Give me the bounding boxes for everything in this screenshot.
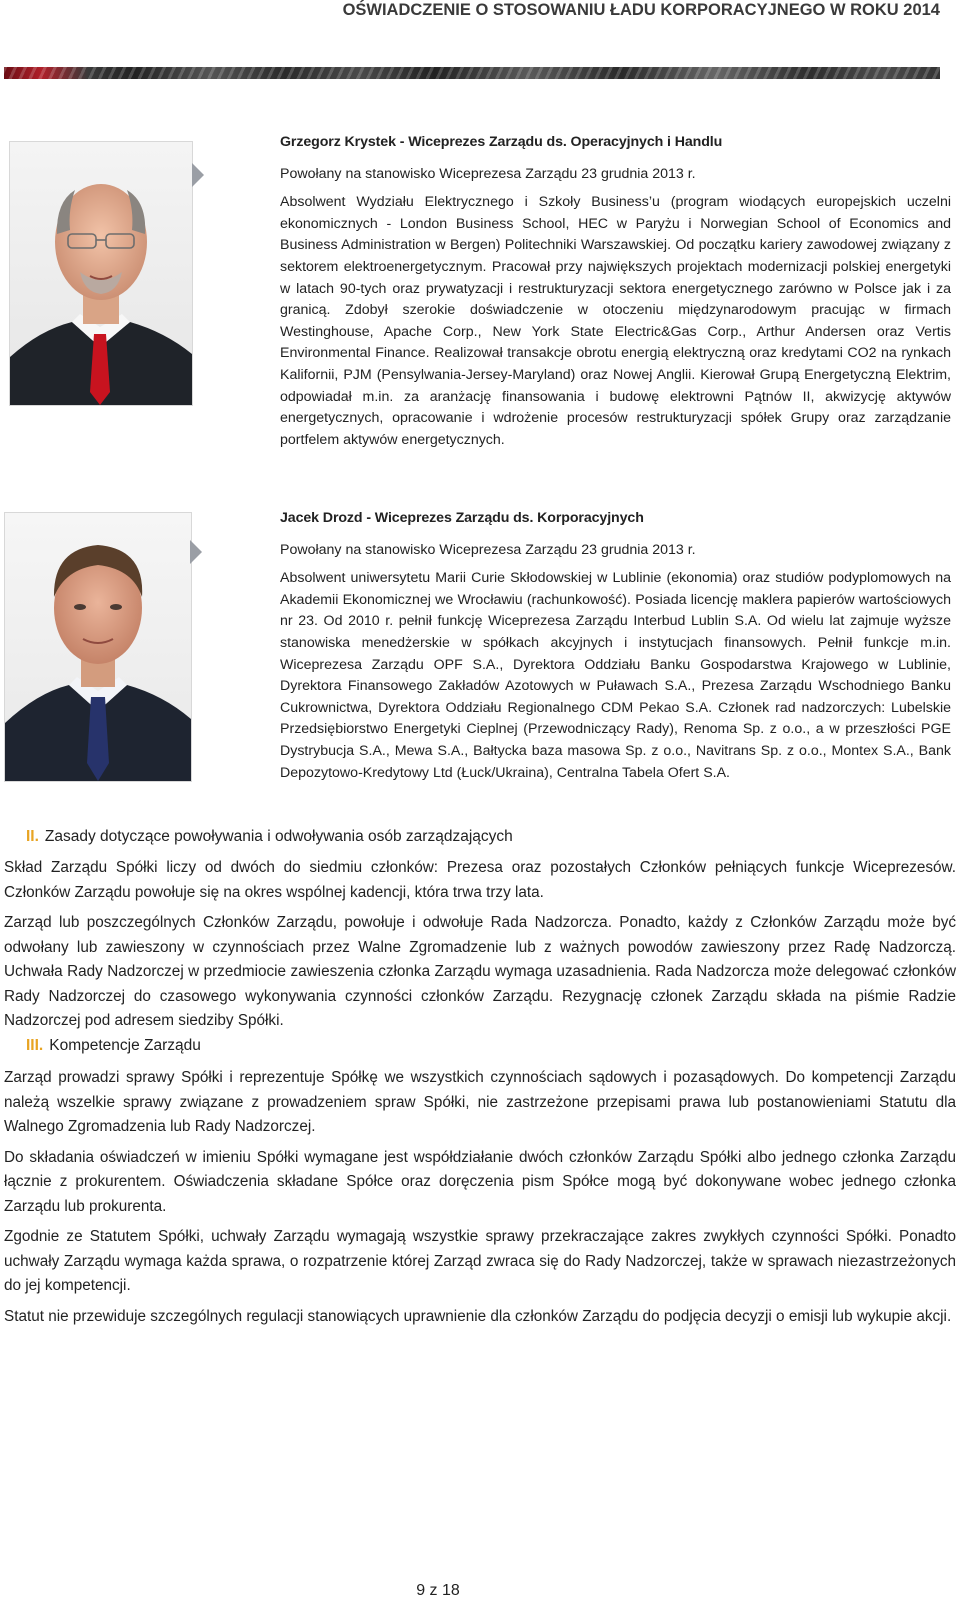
portrait-1-image <box>10 142 192 405</box>
paragraph: Zgodnie ze Statutem Spółki, uchwały Zarządu wymagają wszystkie sprawy przekraczające zakres zwykłych czynności Spółki. Ponadto uchwały Zarządu wymaga każda sprawa, o rozpatrzenie której Zarząd zwraca się do Rady Nadzorczej, także w sprawach niezastrzeżonych do jej kompetencji. <box>4 1228 956 1294</box>
portrait-photo-1 <box>9 141 193 406</box>
profile-2-appointed: Powołany na stanowisko Wiceprezesa Zarządu 23 grudnia 2013 r. <box>280 541 696 558</box>
profile-2-name: Jacek Drozd - Wiceprezes Zarządu ds. Korporacyjnych <box>280 510 644 526</box>
profile-2-bio: Absolwent uniwersytetu Marii Curie Skłodowskiej w Lublinie (ekonomia) oraz studiów podyplomowych na Akademii Ekonomicznej we Wrocławiu (rachunkowość). Posiada licencję maklera papierów wartościowych nr 23. Od 2010 r. pełnił funkcję Wiceprezesa Zarządu Interbud Lublin S.A. Od wielu lat zajmuje wyższe stanowiska menedżerskie w spółkach akcyjnych i instytucjach finansowych. Pełnił funkcje m.in. Wiceprezesa Zarządu OPF S.A., Dyrektora Oddziału Banku Gospodarstwa Krajowego w Lublinie, Dyrektora Finansowego Zakładów Azotowych w Puławach S.A., Prezesa Zarządu Wschodniego Banku Cukrownictwa, Dyrektora Oddziału Regionalnego CDM Pekao S.A. Członek rad nadzorczych: Lubelskie Przedsiębiorstwo Energetyki Cieplnej (Przewodniczący Rady), Renoma Sp. z o.o., a w przeszłości PGE Dystrybucja S.A., Mewa S.A., Bałtycka baza masowa Sp. z o.o., Navitrans Sp. z o.o., Montex S.A., Bank Depozytowo-Kredytowy Ltd (Łuck/Ukraina), Centralna Tabela Ofert S.A. <box>280 570 951 781</box>
pointer-arrow-icon <box>192 163 204 187</box>
profile-2 <box>280 508 951 791</box>
section-heading-ii <box>26 828 513 846</box>
paragraph: Do składania oświadczeń w imieniu Spółki wymagane jest współdziałanie dwóch członków Zarządu Spółki albo jednego członka Zarządu łącznie z prokurentem. Oświadczenia składane Spółce oraz doręczenia pism Spółce mogą być dokonywane wobec jednego członka Zarządu lub prokurenta. <box>4 1148 956 1215</box>
header-decorative-band <box>4 67 940 79</box>
section-ii-numeral: II. <box>26 828 39 845</box>
paragraph: Zarząd prowadzi sprawy Spółki i reprezentuje Spółkę we wszystkich czynnościach sądowych i pozasądowych. Do kompetencji Zarządu należą wszelkie sprawy związane z prowadzeniem spraw Spółki, nie zastrzeżone przepisami prawa lub postanowieniami Statutu dla Walnego Zgromadzenia lub Rady Nadzorczej. <box>4 1069 956 1135</box>
profile-1-name: Grzegorz Krystek - Wiceprezes Zarządu ds. Operacyjnych i Handlu <box>280 134 723 150</box>
profile-1-bio: Absolwent Wydziału Elektrycznego i Szkoły Business’u (program wiodących europejskich uczelni ekonomicznych - London Business School, HEC w Paryżu i Norwegian School of Economics and Business Administration w Bergen) Politechniki Warszawskiej. Od początku kariery zawodowej związany z sektorem elektroenergetycznym. Pracował przy największych projektach modernizacji polskiej energetyki w latach 90-tych oraz prywatyzacji i restrukturyzacji sektora energetycznego zarówno w Polsce jak i za granicą. Zdobył szerokie doświadczenie w otoczeniu międzynarodowym pracując w firmach Westinghouse, Apache Corp., New York State Electric&Gas Corp., Arthur Andersen oraz Vertis Environmental Finance. Realizował transakcje obrotu energią elektryczną oraz kredytami CO2 na rynkach Kalifornii, PJM (Pensylwania-Jersey-Maryland) oraz Nowej Anglii. Kierował Grupą Energetyczną Elektrim, odpowiadał m.in. za aranżację finansowania i budowę elektrowni Pątnów II, akwizycję aktywów energetycznych, opracowanie i wdrożenie procesów restrukturyzacji spółek Grupy oraz zarządzanie portfelem aktywów energetycznych. <box>280 194 951 448</box>
profile-1-appointed: Powołany na stanowisko Wiceprezesa Zarządu 23 grudnia 2013 r. <box>280 165 696 182</box>
paragraph: Statut nie przewiduje szczególnych regulacji stanowiących uprawnienie dla członków Zarządu do podjęcia decyzji o emisji lub wykupie akcji. <box>4 1307 952 1325</box>
portrait-2-image <box>5 513 191 781</box>
paragraph: Skład Zarządu Spółki liczy od dwóch do siedmiu członków: Prezesa oraz pozostałych Członków pełniących funkcje Wiceprezesów. Członków Zarządu powołuje się na okres wspólnej kadencji, która trwa trzy lata. <box>4 859 956 901</box>
paragraph: Zarząd lub poszczególnych Członków Zarządu, powołuje i odwołuje Rada Nadzorcza. Ponadto, każdy z Członków Zarządu może być odwołany lub zawieszony w czynnościach przez Walne Zgromadzenie lub z ważnych powodów zawieszony przez Radę Nadzorczą. Uchwała Rady Nadzorczej w przedmiocie zawieszenia członka Zarządu wymaga uzasadnienia. Rada Nadzorcza może delegować członków Rady Nadzorczej do czasowego wykonywania czynności członków Zarządu. Rezygnację członek Zarządu składa na piśmie Radzie Nadzorczej pod adresem siedziby Spółki. <box>4 914 956 1029</box>
section-iii-numeral: III. <box>26 1037 44 1054</box>
profile-1 <box>280 132 951 458</box>
section-iii-body <box>4 1066 956 1335</box>
portrait-photo-2 <box>4 512 192 782</box>
page-number: 9 z 18 <box>416 1582 460 1599</box>
section-ii-title: Zasady dotyczące powoływania i odwoływania osób zarządzających <box>44 828 513 845</box>
document-header-title: OŚWIADCZENIE O STOSOWANIU ŁADU KORPORACYJNEGO W ROKU 2014 <box>342 1 940 19</box>
section-iii-title: Kompetencje Zarządu <box>49 1037 201 1054</box>
section-heading-iii <box>26 1037 201 1055</box>
pointer-arrow-icon <box>190 540 202 564</box>
section-ii-body <box>4 856 956 1040</box>
